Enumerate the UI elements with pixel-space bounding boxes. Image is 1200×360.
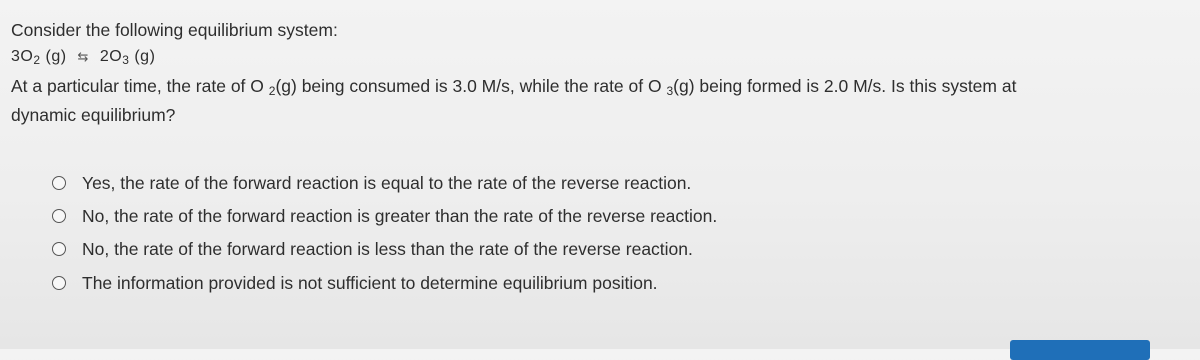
option-label: No, the rate of the forward reaction is greater than the rate of the reverse reaction. bbox=[82, 206, 718, 226]
question-text bbox=[11, 76, 1016, 98]
product-state: (g) bbox=[134, 48, 156, 65]
answer-option-2[interactable] bbox=[52, 206, 717, 227]
submit-button[interactable] bbox=[1010, 340, 1150, 360]
reactant-formula: 3O bbox=[11, 48, 34, 65]
answer-option-4[interactable] bbox=[52, 273, 658, 294]
answer-option-1[interactable] bbox=[52, 173, 691, 194]
question-text-part: At a particular time, the rate of O bbox=[11, 76, 269, 96]
answer-option-3[interactable] bbox=[52, 239, 693, 260]
reactant-state: (g) bbox=[45, 48, 67, 65]
question-text-end: dynamic equilibrium? bbox=[11, 105, 176, 125]
reactant-subscript: 2 bbox=[33, 53, 41, 67]
option-label: The information provided is not sufficient to determine equilibrium position. bbox=[82, 273, 658, 293]
product-formula: 2O bbox=[99, 48, 123, 65]
radio-button[interactable] bbox=[52, 209, 66, 223]
option-label: No, the rate of the forward reaction is less than the rate of the reverse reaction. bbox=[82, 239, 693, 259]
question-text-part: (g) being formed is 2.0 M/s. Is this system at bbox=[673, 76, 1017, 96]
o2-subscript: 2 bbox=[268, 84, 276, 98]
radio-button[interactable] bbox=[52, 242, 66, 256]
product-subscript: 3 bbox=[122, 53, 130, 67]
question-text-part: (g) being consumed is 3.0 M/s, while the rate of O bbox=[275, 76, 667, 96]
o3-subscript: 3 bbox=[666, 84, 674, 98]
question-intro: Consider the following equilibrium system: bbox=[11, 20, 338, 40]
radio-button[interactable] bbox=[52, 176, 66, 190]
equilibrium-arrow-icon: ⇆ bbox=[77, 49, 89, 64]
radio-button[interactable] bbox=[52, 276, 66, 290]
reaction-equation bbox=[11, 48, 155, 67]
option-label: Yes, the rate of the forward reaction is equal to the rate of the reverse reaction. bbox=[82, 173, 692, 193]
